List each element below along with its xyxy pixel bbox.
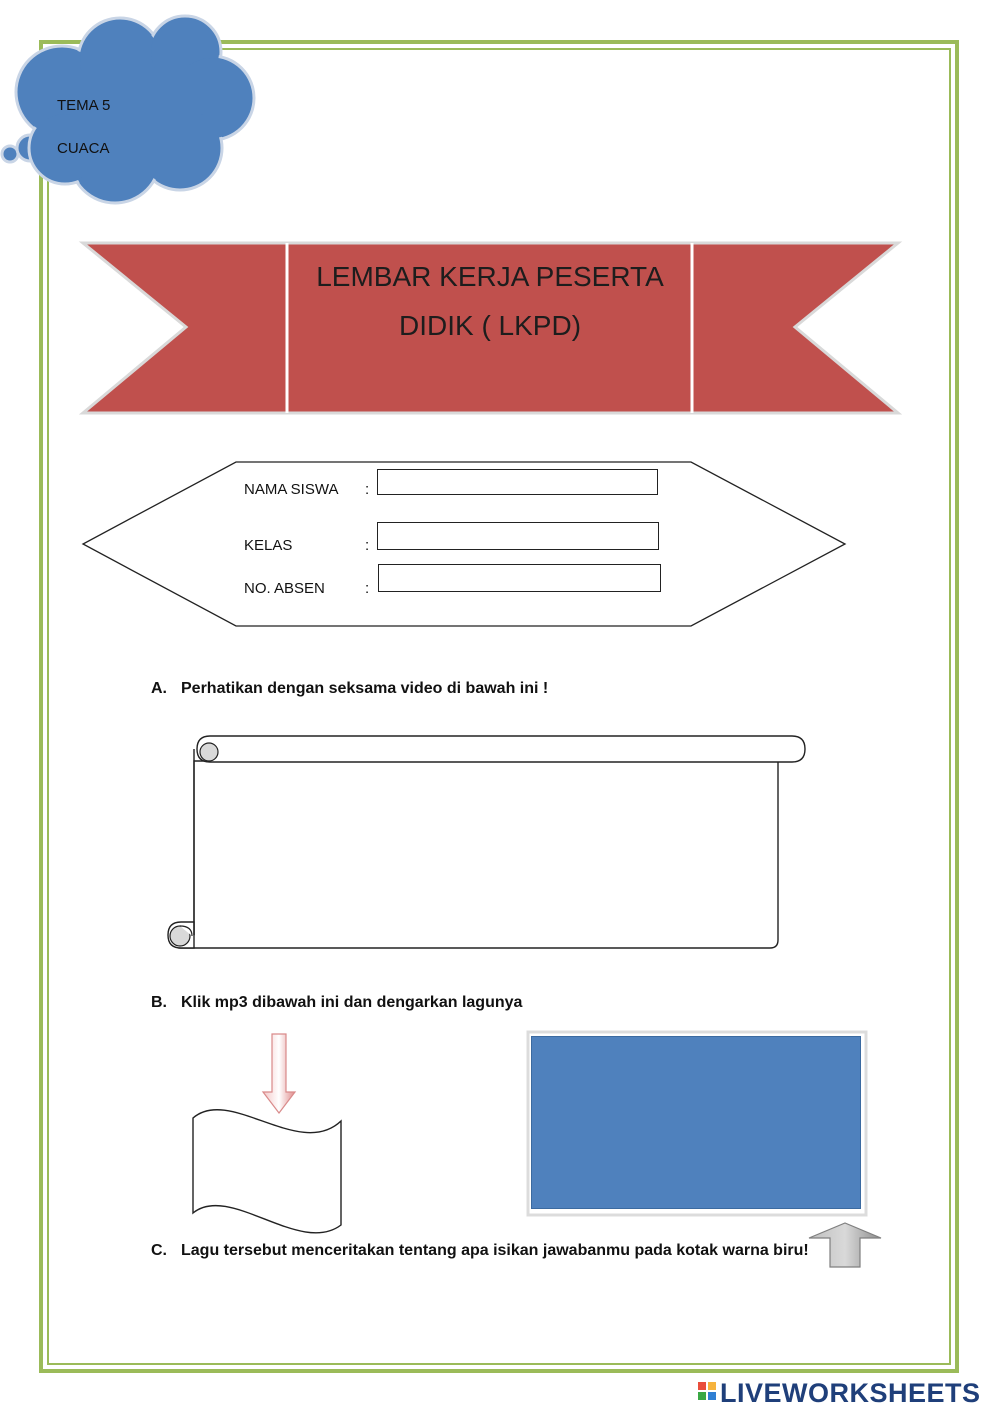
worksheet-title: LEMBAR KERJA PESERTA DIDIK ( LKPD) — [316, 261, 664, 341]
liveworksheets-brand: LIVEWORKSHEETS — [720, 1378, 981, 1408]
class-label: KELAS — [244, 537, 293, 554]
question-b-number: B. — [151, 994, 167, 1011]
question-a-text: Perhatikan dengan seksama video di bawah ini ! — [181, 680, 549, 697]
student-name-colon: : — [365, 481, 370, 498]
absence-number-colon: : — [365, 580, 370, 597]
absence-number-label: NO. ABSEN — [244, 580, 325, 597]
class-colon: : — [365, 537, 370, 554]
question-c-text: Lagu tersebut menceritakan tentang apa isikan jawabanmu pada kotak warna biru! — [181, 1242, 809, 1259]
question-c-number: C. — [151, 1242, 167, 1259]
question-b-text: Klik mp3 dibawah ini dan dengarkan lagunya — [181, 994, 523, 1011]
subtheme-label: CUACA — [57, 140, 110, 157]
theme-label: TEMA 5 — [57, 97, 111, 114]
question-a-number: A. — [151, 680, 167, 697]
student-name-label: NAMA SISWA — [244, 481, 339, 498]
